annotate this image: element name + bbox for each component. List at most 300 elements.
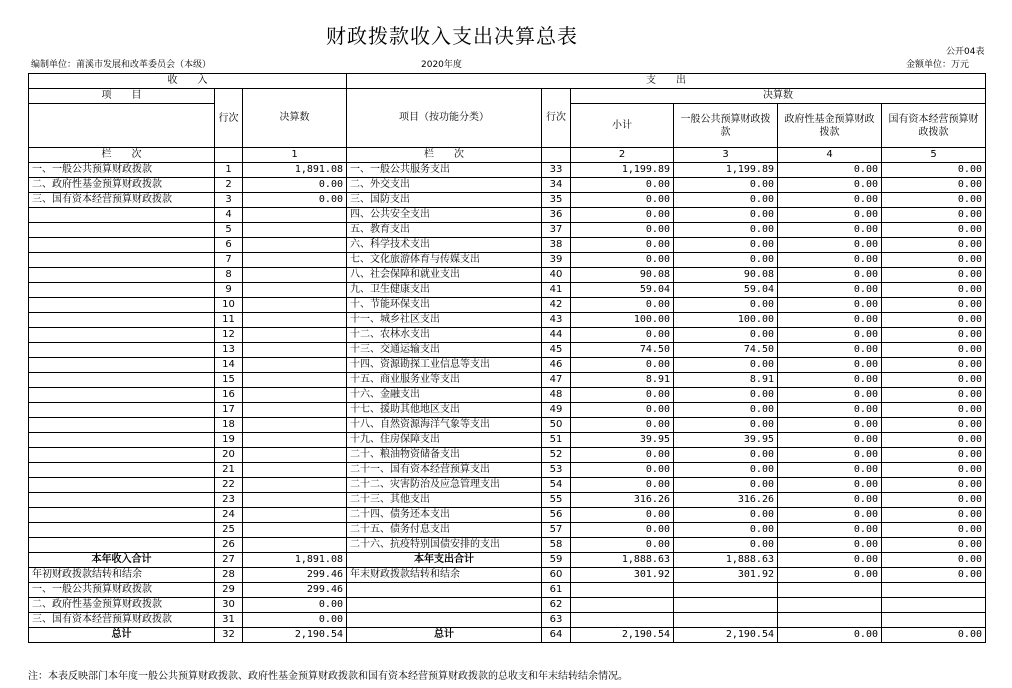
expense-item-cell: 五、教育支出 — [347, 223, 542, 238]
state-capital-cell: 0.00 — [882, 418, 986, 433]
income-line-no-cell: 23 — [215, 493, 243, 508]
income-item-cell — [29, 208, 215, 223]
carry-in-line-no: 28 — [215, 568, 243, 583]
ci-fund-line-no: 30 — [215, 598, 243, 613]
income-amount-cell — [243, 238, 347, 253]
budget-summary-table — [28, 73, 986, 643]
fund-budget-cell: 0.00 — [778, 493, 882, 508]
grand-in-line-no: 32 — [215, 628, 243, 643]
subtotal-cell: 0.00 — [571, 523, 674, 538]
income-amount-cell — [243, 448, 347, 463]
income-amount-cell — [243, 298, 347, 313]
table-row — [29, 403, 986, 418]
table-row — [29, 253, 986, 268]
income-item-cell: 一、一般公共预算财政拨款 — [29, 163, 215, 178]
general-budget-cell: 0.00 — [674, 208, 778, 223]
expense-item-cell: 十四、资源勘探工业信息等支出 — [347, 358, 542, 373]
blank-cell — [674, 613, 778, 628]
fund-budget-cell: 0.00 — [778, 283, 882, 298]
general-budget-cell: 74.50 — [674, 343, 778, 358]
subtotal-cell: 0.00 — [571, 403, 674, 418]
expense-line-no-cell: 55 — [542, 493, 571, 508]
general-budget-cell: 0.00 — [674, 328, 778, 343]
expense-item-cell: 二十五、债务付息支出 — [347, 523, 542, 538]
ci-general-label: 一、一般公共预算财政拨款 — [29, 583, 215, 598]
table-row — [29, 223, 986, 238]
state-capital-cell: 0.00 — [882, 508, 986, 523]
report-year: 2020年度 — [421, 60, 462, 70]
expense-item-cell: 二十、粮油物资储备支出 — [347, 448, 542, 463]
carry-out-label: 年末财政拨款结转和结余 — [347, 568, 542, 583]
subtotal-cell: 0.00 — [571, 223, 674, 238]
general-budget-cell: 8.91 — [674, 373, 778, 388]
subtotal-cell: 59.04 — [571, 283, 674, 298]
subtotal-cell: 0.00 — [571, 448, 674, 463]
grand-in-amount: 2,190.54 — [243, 628, 347, 643]
expense-line-no-cell: 49 — [542, 403, 571, 418]
state-capital-cell: 0.00 — [882, 193, 986, 208]
table-row — [29, 433, 986, 448]
general-budget-cell: 0.00 — [674, 403, 778, 418]
subtotal-header: 小计 — [571, 104, 674, 148]
income-item-cell — [29, 418, 215, 433]
income-line-no-cell: 26 — [215, 538, 243, 553]
expense-total-label: 本年支出合计 — [347, 553, 542, 568]
state-capital-cell: 0.00 — [882, 403, 986, 418]
expense-item-cell: 二十二、灾害防治及应急管理支出 — [347, 478, 542, 493]
state-capital-cell: 0.00 — [882, 223, 986, 238]
fund-budget-cell: 0.00 — [778, 478, 882, 493]
blank-cell — [542, 148, 571, 163]
column-number-4: 4 — [778, 148, 882, 163]
income-amount-cell — [243, 433, 347, 448]
blank-cell — [882, 583, 986, 598]
income-item-cell — [29, 388, 215, 403]
general-budget-cell: 0.00 — [674, 223, 778, 238]
subtotal-cell: 74.50 — [571, 343, 674, 358]
general-budget-header: 一般公共预算财政拨款 — [674, 104, 778, 148]
expense-line-no-cell: 33 — [542, 163, 571, 178]
general-budget-cell: 0.00 — [674, 388, 778, 403]
general-budget-cell: 0.00 — [674, 298, 778, 313]
fund-budget-cell: 0.00 — [778, 523, 882, 538]
carry-out-fund: 0.00 — [778, 568, 882, 583]
state-capital-cell: 0.00 — [882, 463, 986, 478]
carry-in-label: 年初财政拨款结转和结余 — [29, 568, 215, 583]
carry-in-amount: 299.46 — [243, 568, 347, 583]
blank-cell — [778, 583, 882, 598]
income-line-no-cell: 19 — [215, 433, 243, 448]
table-row — [29, 358, 986, 373]
income-amount-cell — [243, 253, 347, 268]
income-line-no-cell: 11 — [215, 313, 243, 328]
table-row — [29, 373, 986, 388]
state-capital-cell: 0.00 — [882, 328, 986, 343]
state-capital-cell: 0.00 — [882, 358, 986, 373]
grand-out-subtotal: 2,190.54 — [571, 628, 674, 643]
grand-in-label: 总计 — [29, 628, 215, 643]
blank-cell — [778, 613, 882, 628]
table-row — [29, 328, 986, 343]
table-row — [29, 283, 986, 298]
income-line-no-cell: 4 — [215, 208, 243, 223]
expense-line-no-cell: 45 — [542, 343, 571, 358]
blank-cell — [882, 598, 986, 613]
blank-cell — [882, 613, 986, 628]
income-amount-cell: 0.00 — [243, 178, 347, 193]
expense-line-no-cell: 37 — [542, 223, 571, 238]
ci-state-out-line-no: 63 — [542, 613, 571, 628]
expense-line-no-cell: 36 — [542, 208, 571, 223]
income-amount-cell — [243, 208, 347, 223]
expense-item-cell: 六、科学技术支出 — [347, 238, 542, 253]
state-capital-cell: 0.00 — [882, 268, 986, 283]
blank-cell — [778, 598, 882, 613]
fund-budget-cell: 0.00 — [778, 418, 882, 433]
fund-budget-cell: 0.00 — [778, 298, 882, 313]
expense-line-no-cell: 39 — [542, 253, 571, 268]
expense-line-no-cell: 38 — [542, 238, 571, 253]
expense-line-no-cell: 50 — [542, 418, 571, 433]
income-item-cell — [29, 538, 215, 553]
income-item-cell: 三、国有资本经营预算财政拨款 — [29, 193, 215, 208]
expense-section-header: 支 出 — [347, 74, 986, 89]
state-capital-cell: 0.00 — [882, 493, 986, 508]
table-row — [29, 418, 986, 433]
general-budget-cell: 59.04 — [674, 283, 778, 298]
expense-item-cell: 二十三、其他支出 — [347, 493, 542, 508]
income-item-header-blank — [29, 104, 215, 148]
carryover-state-row — [29, 613, 986, 628]
income-item-cell — [29, 238, 215, 253]
income-amount-cell — [243, 478, 347, 493]
state-capital-cell: 0.00 — [882, 178, 986, 193]
fund-budget-cell: 0.00 — [778, 343, 882, 358]
income-amount-cell — [243, 538, 347, 553]
expense-line-no-cell: 44 — [542, 328, 571, 343]
fund-budget-cell: 0.00 — [778, 193, 882, 208]
income-item-cell — [29, 403, 215, 418]
state-capital-cell: 0.00 — [882, 433, 986, 448]
income-amount-cell — [243, 388, 347, 403]
carry-out-line-no: 60 — [542, 568, 571, 583]
expense-item-cell: 十、节能环保支出 — [347, 298, 542, 313]
income-item-cell — [29, 463, 215, 478]
report-title: 财政拨款收入支出决算总表 — [326, 24, 578, 48]
income-line-no-cell: 18 — [215, 418, 243, 433]
table-row — [29, 448, 986, 463]
state-capital-cell: 0.00 — [882, 388, 986, 403]
state-capital-cell: 0.00 — [882, 538, 986, 553]
income-line-no-cell: 8 — [215, 268, 243, 283]
income-item-cell — [29, 448, 215, 463]
ci-state-line-no: 31 — [215, 613, 243, 628]
ci-state-label: 三、国有资本经营预算财政拨款 — [29, 613, 215, 628]
grand-out-general: 2,190.54 — [674, 628, 778, 643]
income-amount-cell — [243, 373, 347, 388]
expense-line-no-cell: 54 — [542, 478, 571, 493]
column-number-3: 3 — [674, 148, 778, 163]
table-row — [29, 343, 986, 358]
income-line-no-cell: 16 — [215, 388, 243, 403]
general-budget-cell: 0.00 — [674, 523, 778, 538]
table-row — [29, 538, 986, 553]
ci-fund-amount: 0.00 — [243, 598, 347, 613]
income-item-cell — [29, 478, 215, 493]
expense-item-cell: 一、一般公共服务支出 — [347, 163, 542, 178]
table-row — [29, 163, 986, 178]
grand-out-line-no: 64 — [542, 628, 571, 643]
expense-line-no-cell: 46 — [542, 358, 571, 373]
expense-item-cell: 十三、交通运输支出 — [347, 343, 542, 358]
subtotal-cell: 0.00 — [571, 208, 674, 223]
income-column-label: 栏 次 — [29, 148, 215, 163]
income-amount-cell — [243, 313, 347, 328]
fund-budget-cell: 0.00 — [778, 358, 882, 373]
state-capital-cell: 0.00 — [882, 163, 986, 178]
income-item-cell — [29, 298, 215, 313]
expense-line-no-cell: 35 — [542, 193, 571, 208]
state-capital-cell: 0.00 — [882, 283, 986, 298]
blank-cell — [215, 148, 243, 163]
blank-cell — [347, 598, 542, 613]
income-line-no-cell: 9 — [215, 283, 243, 298]
expense-item-cell: 九、卫生健康支出 — [347, 283, 542, 298]
subtotal-cell: 0.00 — [571, 298, 674, 313]
income-amount-cell — [243, 358, 347, 373]
general-budget-cell: 0.00 — [674, 448, 778, 463]
income-item-cell — [29, 433, 215, 448]
expense-column-label: 栏 次 — [347, 148, 542, 163]
table-row — [29, 268, 986, 283]
income-item-cell — [29, 268, 215, 283]
subtotal-cell: 90.08 — [571, 268, 674, 283]
income-item-cell — [29, 283, 215, 298]
expense-line-no-cell: 43 — [542, 313, 571, 328]
footnote: 注：本表反映部门本年度一般公共预算财政拨款、政府性基金预算财政拨款和国有资本经营预算财政拨款的总收支和年末结转结余情况。 — [28, 671, 628, 682]
income-total-label: 本年收入合计 — [29, 553, 215, 568]
income-line-no-cell: 1 — [215, 163, 243, 178]
column-number-row — [29, 148, 986, 163]
income-section-header: 收 入 — [29, 74, 347, 89]
expense-item-cell: 四、公共安全支出 — [347, 208, 542, 223]
table-row — [29, 523, 986, 538]
expense-item-cell: 二十一、国有资本经营预算支出 — [347, 463, 542, 478]
subtotal-cell: 0.00 — [571, 478, 674, 493]
table-row — [29, 238, 986, 253]
expense-amount-group-header: 决算数 — [571, 89, 986, 104]
subtotal-cell: 0.00 — [571, 193, 674, 208]
carryover-general-row — [29, 583, 986, 598]
income-line-no-cell: 24 — [215, 508, 243, 523]
income-amount-cell — [243, 343, 347, 358]
expense-line-no-cell: 40 — [542, 268, 571, 283]
ci-fund-label: 二、政府性基金预算财政拨款 — [29, 598, 215, 613]
carryover-row — [29, 568, 986, 583]
income-line-no-header: 行次 — [215, 89, 243, 148]
general-budget-cell: 316.26 — [674, 493, 778, 508]
income-line-no-cell: 21 — [215, 463, 243, 478]
table-row — [29, 193, 986, 208]
income-amount-cell — [243, 268, 347, 283]
general-budget-cell: 0.00 — [674, 253, 778, 268]
expense-line-no-cell: 57 — [542, 523, 571, 538]
general-budget-cell: 0.00 — [674, 538, 778, 553]
blank-cell — [347, 583, 542, 598]
expense-total-general: 1,888.63 — [674, 553, 778, 568]
subtotal-cell: 0.00 — [571, 538, 674, 553]
general-budget-cell: 0.00 — [674, 193, 778, 208]
state-capital-cell: 0.00 — [882, 298, 986, 313]
blank-cell — [674, 598, 778, 613]
income-amount-cell: 1,891.08 — [243, 163, 347, 178]
subtotal-cell: 0.00 — [571, 178, 674, 193]
column-number-5: 5 — [882, 148, 986, 163]
fund-budget-cell: 0.00 — [778, 178, 882, 193]
expense-line-no-cell: 58 — [542, 538, 571, 553]
expense-item-cell: 十五、商业服务业等支出 — [347, 373, 542, 388]
ci-fund-out-line-no: 62 — [542, 598, 571, 613]
fund-budget-cell: 0.00 — [778, 388, 882, 403]
blank-cell — [571, 583, 674, 598]
fund-budget-cell: 0.00 — [778, 208, 882, 223]
fund-budget-cell: 0.00 — [778, 328, 882, 343]
expense-item-cell: 十六、金融支出 — [347, 388, 542, 403]
expense-item-cell: 十八、自然资源海洋气象等支出 — [347, 418, 542, 433]
expense-item-cell: 二十六、抗疫特别国债安排的支出 — [347, 538, 542, 553]
form-code: 公开04表 — [946, 47, 985, 57]
general-budget-cell: 0.00 — [674, 178, 778, 193]
income-amount-cell: 0.00 — [243, 193, 347, 208]
general-budget-cell: 0.00 — [674, 478, 778, 493]
subtotal-cell: 100.00 — [571, 313, 674, 328]
table-row — [29, 508, 986, 523]
income-amount-cell — [243, 508, 347, 523]
income-item-cell — [29, 328, 215, 343]
fund-budget-cell: 0.00 — [778, 268, 882, 283]
expense-item-header: 项目（按功能分类） — [347, 89, 542, 148]
fund-budget-cell: 0.00 — [778, 433, 882, 448]
expense-item-cell: 二、外交支出 — [347, 178, 542, 193]
subtotal-cell: 0.00 — [571, 388, 674, 403]
table-row — [29, 178, 986, 193]
income-item-cell — [29, 358, 215, 373]
income-amount-cell — [243, 418, 347, 433]
income-line-no-cell: 20 — [215, 448, 243, 463]
income-line-no-cell: 5 — [215, 223, 243, 238]
income-line-no-cell: 17 — [215, 403, 243, 418]
income-line-no-cell: 6 — [215, 238, 243, 253]
income-item-cell — [29, 313, 215, 328]
income-amount-cell — [243, 283, 347, 298]
income-amount-cell — [243, 403, 347, 418]
expense-item-cell: 十二、农林水支出 — [347, 328, 542, 343]
amount-unit: 金额单位：万元 — [906, 60, 970, 70]
expense-line-no-cell: 51 — [542, 433, 571, 448]
carry-out-subtotal: 301.92 — [571, 568, 674, 583]
ci-general-amount: 299.46 — [243, 583, 347, 598]
expense-total-fund: 0.00 — [778, 553, 882, 568]
subtotal-cell: 0.00 — [571, 508, 674, 523]
general-budget-cell: 39.95 — [674, 433, 778, 448]
income-total-line-no: 27 — [215, 553, 243, 568]
section-header-row — [29, 74, 986, 89]
state-capital-cell: 0.00 — [882, 208, 986, 223]
income-line-no-cell: 13 — [215, 343, 243, 358]
grand-total-row — [29, 628, 986, 643]
income-item-cell — [29, 253, 215, 268]
income-item-cell — [29, 343, 215, 358]
subtotal-cell: 0.00 — [571, 463, 674, 478]
general-budget-cell: 0.00 — [674, 358, 778, 373]
income-line-no-cell: 22 — [215, 478, 243, 493]
subtotal-cell: 39.95 — [571, 433, 674, 448]
fund-budget-cell: 0.00 — [778, 223, 882, 238]
income-amount-cell — [243, 328, 347, 343]
income-line-no-cell: 7 — [215, 253, 243, 268]
expense-line-no-header: 行次 — [542, 89, 571, 148]
column-number-2: 2 — [571, 148, 674, 163]
carry-out-state: 0.00 — [882, 568, 986, 583]
ci-state-amount: 0.00 — [243, 613, 347, 628]
expense-line-no-cell: 34 — [542, 178, 571, 193]
income-line-no-cell: 25 — [215, 523, 243, 538]
table-row — [29, 478, 986, 493]
ci-general-out-line-no: 61 — [542, 583, 571, 598]
grand-out-state: 0.00 — [882, 628, 986, 643]
fund-budget-cell: 0.00 — [778, 238, 882, 253]
table-row — [29, 298, 986, 313]
general-budget-cell: 90.08 — [674, 268, 778, 283]
state-capital-cell: 0.00 — [882, 448, 986, 463]
subtotal-cell: 0.00 — [571, 418, 674, 433]
fund-budget-cell: 0.00 — [778, 163, 882, 178]
income-line-no-cell: 14 — [215, 358, 243, 373]
general-budget-cell: 0.00 — [674, 463, 778, 478]
income-line-no-cell: 12 — [215, 328, 243, 343]
expense-item-cell: 十九、住房保障支出 — [347, 433, 542, 448]
subtotal-cell: 0.00 — [571, 358, 674, 373]
income-item-cell — [29, 493, 215, 508]
table-row — [29, 208, 986, 223]
state-capital-cell: 0.00 — [882, 523, 986, 538]
reporting-unit: 编制单位：莆溪市发展和改革委员会（本级） — [31, 60, 212, 70]
income-amount-cell — [243, 223, 347, 238]
blank-cell — [347, 613, 542, 628]
state-capital-header: 国有资本经营预算财政拨款 — [882, 104, 986, 148]
expense-total-subtotal: 1,888.63 — [571, 553, 674, 568]
state-capital-cell: 0.00 — [882, 253, 986, 268]
table-row — [29, 463, 986, 478]
carryover-fund-row — [29, 598, 986, 613]
income-amount-cell — [243, 493, 347, 508]
general-budget-cell: 1,199.89 — [674, 163, 778, 178]
expense-total-line-no: 59 — [542, 553, 571, 568]
income-item-cell — [29, 523, 215, 538]
income-total-amount: 1,891.08 — [243, 553, 347, 568]
expense-item-cell: 八、社会保障和就业支出 — [347, 268, 542, 283]
subtotal-cell: 0.00 — [571, 238, 674, 253]
expense-total-state: 0.00 — [882, 553, 986, 568]
state-capital-cell: 0.00 — [882, 478, 986, 493]
subtotal-cell: 0.00 — [571, 328, 674, 343]
income-item-header: 项 目 — [29, 89, 215, 104]
state-capital-cell: 0.00 — [882, 373, 986, 388]
income-line-no-cell: 15 — [215, 373, 243, 388]
income-item-cell — [29, 223, 215, 238]
ci-general-line-no: 29 — [215, 583, 243, 598]
column-number-1: 1 — [243, 148, 347, 163]
